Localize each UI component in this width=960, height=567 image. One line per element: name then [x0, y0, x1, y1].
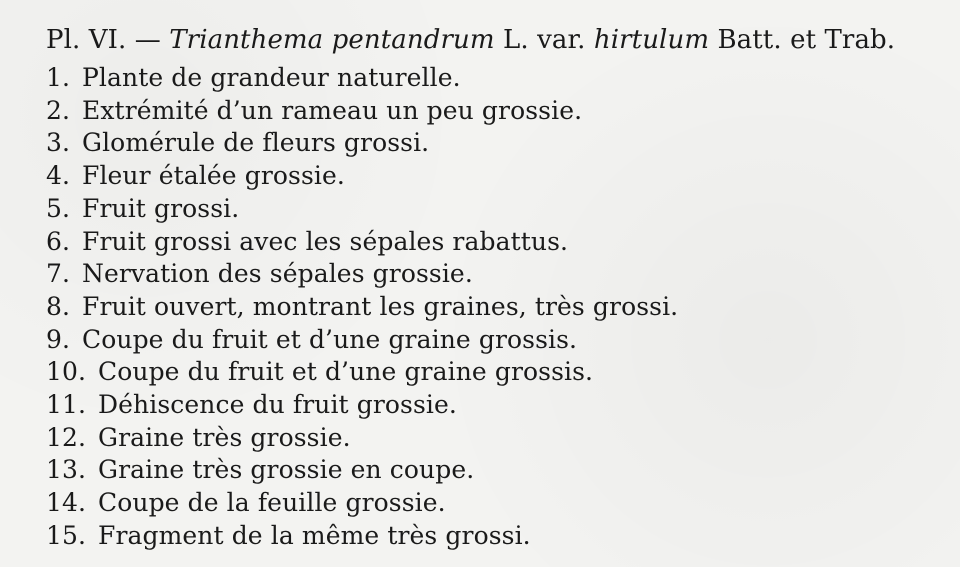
legend-number: 14.: [46, 488, 87, 518]
legend-item: [46, 226, 946, 259]
legend-text: Coupe du fruit et d’une graine grossis.: [98, 357, 594, 387]
legend-item: [46, 454, 946, 487]
species-name: Trianthema pentandrum: [169, 25, 495, 55]
legend-item: [46, 62, 946, 95]
caption-title: [46, 24, 946, 56]
legend-text: Fruit grossi.: [82, 193, 240, 223]
variety-name: hirtulum: [593, 25, 710, 55]
legend-text: Graine très grossie en coupe.: [98, 455, 475, 485]
legend-item: [46, 422, 946, 455]
legend-text: Déhiscence du fruit grossie.: [98, 390, 457, 420]
legend-item: [46, 389, 946, 422]
figure-legend-list: [46, 62, 946, 553]
legend-text: Fruit ouvert, montrant les graines, très grossi.: [82, 291, 679, 321]
legend-text: Glomérule de fleurs grossi.: [82, 128, 430, 158]
legend-item: [46, 487, 946, 520]
plate-caption: [46, 24, 946, 553]
legend-text: Extrémité d’un rameau un peu grossie.: [82, 95, 583, 125]
legend-item: [46, 291, 946, 324]
legend-item: [46, 356, 946, 389]
legend-item: [46, 95, 946, 128]
legend-number: 8.: [46, 291, 71, 321]
legend-number: 15.: [46, 520, 87, 550]
legend-number: 9.: [46, 324, 71, 354]
legend-item: [46, 160, 946, 193]
legend-number: 4.: [46, 161, 71, 191]
legend-number: 5.: [46, 193, 71, 223]
legend-text: Plante de grandeur naturelle.: [82, 63, 461, 92]
legend-number: 10.: [46, 357, 87, 387]
legend-number: 7.: [46, 259, 71, 289]
legend-text: Graine très grossie.: [98, 422, 351, 452]
legend-number: 11.: [46, 390, 87, 420]
legend-number: 2.: [46, 95, 71, 125]
legend-number: 1.: [46, 63, 71, 92]
legend-number: 12.: [46, 422, 87, 452]
legend-text: Fleur étalée grossie.: [82, 161, 345, 191]
legend-item: [46, 520, 946, 553]
legend-item: [46, 258, 946, 291]
legend-text: Coupe de la feuille grossie.: [98, 488, 446, 518]
legend-item: [46, 193, 946, 226]
variety-author: Batt. et Trab.: [717, 25, 896, 55]
species-author: L. var.: [502, 25, 586, 55]
legend-text: Nervation des sépales grossie.: [82, 259, 473, 289]
legend-text: Fragment de la même très grossi.: [98, 520, 531, 550]
legend-item: [46, 127, 946, 160]
legend-text: Coupe du fruit et d’une graine grossis.: [82, 324, 578, 354]
legend-text: Fruit grossi avec les sépales rabattus.: [82, 226, 569, 256]
legend-number: 13.: [46, 455, 87, 485]
legend-number: 6.: [46, 226, 71, 256]
plate-number: Pl. VI.: [46, 25, 127, 55]
legend-number: 3.: [46, 128, 71, 158]
legend-item: [46, 324, 946, 357]
caption-dash: —: [134, 25, 161, 55]
